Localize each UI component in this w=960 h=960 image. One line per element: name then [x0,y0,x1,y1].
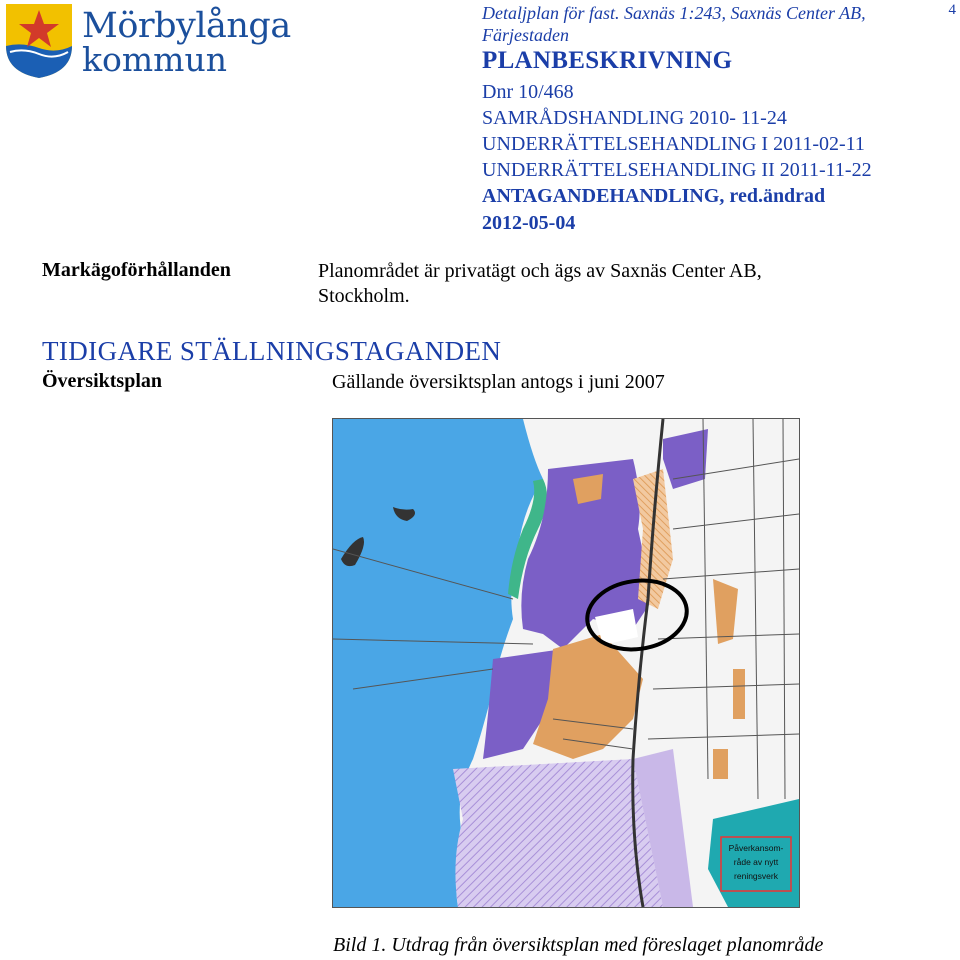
header-samradshandling: SAMRÅDSHANDLING 2010- 11-24 [482,107,787,129]
markagar-text-line2: Stockholm. [318,285,410,307]
map-legend-line2: råde av nytt [733,857,779,867]
header-antagande-line2: 2012-05-04 [482,212,576,234]
header-dnr: Dnr 10/468 [482,81,574,103]
page-number: 4 [948,2,956,18]
oversiktsplan-label: Översiktsplan [42,370,163,392]
map-legend-line1: Påverkansom- [728,843,784,853]
section-heading: TIDIGARE STÄLLNINGSTAGANDEN [42,336,502,366]
map-graphic [333,419,799,907]
logo-name-line2: kommun [82,40,227,79]
overview-plan-map [332,418,800,908]
header-underrattelse-1: UNDERRÄTTELSEHANDLING I 2011-02-11 [482,133,865,155]
header-underrattelse-2: UNDERRÄTTELSEHANDLING II 2011-11-22 [482,159,872,181]
logo-name-line1: Mörbylånga [82,6,291,46]
map-legend-line3: reningsverk [734,871,778,881]
header-subtitle-line2: Färjestaden [482,25,569,45]
oversiktsplan-text: Gällande översiktsplan antogs i juni 2007 [332,371,665,393]
figure-caption: Bild 1. Utdrag från översiktsplan med föreslaget planområde [333,934,824,956]
document-title: PLANBESKRIVNING [482,47,733,74]
header-subtitle-line1: Detaljplan för fast. Saxnäs 1:243, Saxnäs Center AB, [482,3,866,23]
coat-of-arms-icon [4,2,74,80]
markagar-text-line1: Planområdet är privatägt och ägs av Saxnäs Center AB, [318,260,762,282]
municipality-logo [4,2,291,82]
markagar-label: Markägoförhållanden [42,259,231,281]
header-antagande-line1: ANTAGANDEHANDLING, red.ändrad [482,185,826,207]
